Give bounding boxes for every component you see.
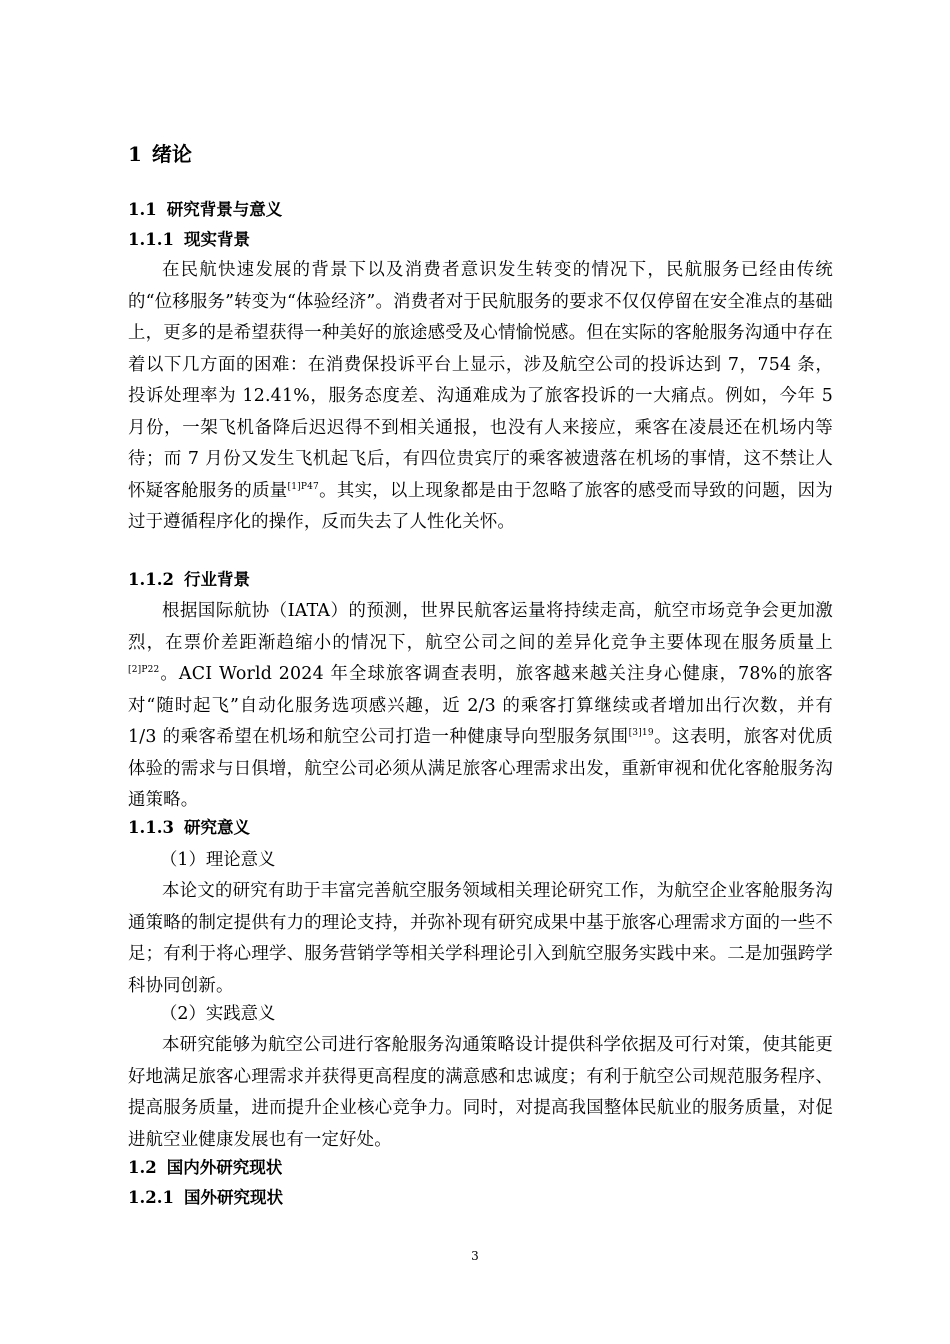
section-heading-1-1	[128, 198, 282, 222]
subsection-title: 国外研究现状	[183, 1188, 283, 1207]
citation: [2]P22	[128, 665, 160, 676]
paragraph-text-tail: 。其实，以上现象都是由于忽略了旅客的感受而导致的问题，因为过于遵循程序化的操作，反而失去了人性化关怀。	[128, 480, 833, 532]
section-heading-1-2	[128, 1156, 282, 1180]
chapter-title: 绪论	[151, 142, 192, 166]
subsection-heading-1-2-1	[128, 1186, 283, 1210]
paragraph-theory-significance: 本论文的研究有助于丰富完善航空服务领域相关理论研究工作，为航空企业客舱服务沟通策略的制定提供有力的理论支持，并弥补现有研究成果中基于旅客心理需求方面的一些不足；有利于将心理学、服务营销学等相关学科理论引入到航空服务实践中来。二是加强跨学科协同创新。	[128, 881, 833, 996]
theory-significance-label: （1）理论意义	[160, 850, 276, 870]
subsection-number: 1.2.1	[128, 1188, 174, 1207]
citation: [1]P47	[287, 481, 319, 492]
subsection-title: 行业背景	[183, 570, 250, 589]
paragraph-industry-background	[128, 596, 833, 817]
paragraph-text-tail: 。这表明，旅客对优质体验的需求与日俱增，航空公司必须从满足旅客心理需求出发，重新审视和优化客舱服务沟通策略。	[128, 727, 833, 810]
section-number: 1.2	[128, 1158, 157, 1177]
subsection-number: 1.1.3	[128, 818, 174, 837]
section-title: 国内外研究现状	[166, 1158, 283, 1177]
paragraph-text: 在民航快速发展的背景下以及消费者意识发生转变的情况下，民航服务已经由传统的“位移服务”转变为“体验经济”。消费者对于民航服务的要求不仅仅停留在安全准点的基础上，更多的是希望获得一种美好的旅途感受及心情愉悦感。但在实际的客舱服务沟通中存在着以下几方面的困难：在消费保投诉平台上显示，涉及航空公司的投诉达到 7，754 条，投诉处理率为 12.41%，服务态度差、沟通难成为了旅客投诉的一大痛点。例如，今年 5 月份，一架飞机备降后迟迟得不到相关通报，也没有人来接应，乘客在凌晨还在机场内等待；而 7 月份又发生飞机起飞后，有四位贵宾厅的乘客被遗落在机场的事情，这不禁让人怀疑客舱服务的质量	[128, 260, 833, 501]
subsection-heading-1-1-2	[128, 568, 250, 592]
subsection-title: 现实背景	[183, 230, 250, 249]
subsection-heading-1-1-1	[128, 228, 250, 252]
chapter-heading	[128, 140, 192, 168]
subsection-title: 研究意义	[183, 818, 250, 837]
citation: [3]19	[628, 728, 654, 739]
chapter-number: 1	[128, 142, 142, 166]
paragraph-reality-background	[128, 255, 833, 539]
subsection-heading-1-1-3	[128, 816, 250, 840]
section-number: 1.1	[128, 200, 157, 219]
paragraph-text: 根据国际航协（IATA）的预测，世界民航客运量将持续走高，航空市场竞争会更加激烈，在票价差距渐趋缩小的情况下，航空公司之间的差异化竞争主要体现在服务质量上	[128, 601, 833, 653]
paragraph-text-middle: 。ACI World 2024 年全球旅客调查表明，旅客越来越关注身心健康，78%的旅客对“随时起飞”自动化服务选项感兴趣，近 2/3 的乘客打算继续或者增加出行次数，并有 1/3 的乘客希望在机场和航空公司打造一种健康导向型服务氛围	[128, 664, 833, 747]
subsection-number: 1.1.1	[128, 230, 174, 249]
subsection-number: 1.1.2	[128, 570, 174, 589]
page-number: 3	[471, 1249, 479, 1263]
paragraph-practice-significance: 本研究能够为航空公司进行客舱服务沟通策略设计提供科学依据及可行对策，使其能更好地满足旅客心理需求并获得更高程度的满意感和忠诚度；有利于航空公司规范服务程序、提高服务质量，进而提升企业核心竞争力。同时，对提高我国整体民航业的服务质量，对促进航空业健康发展也有一定好处。	[128, 1035, 833, 1150]
practice-significance-label: （2）实践意义	[160, 1004, 276, 1024]
section-title: 研究背景与意义	[166, 200, 283, 219]
